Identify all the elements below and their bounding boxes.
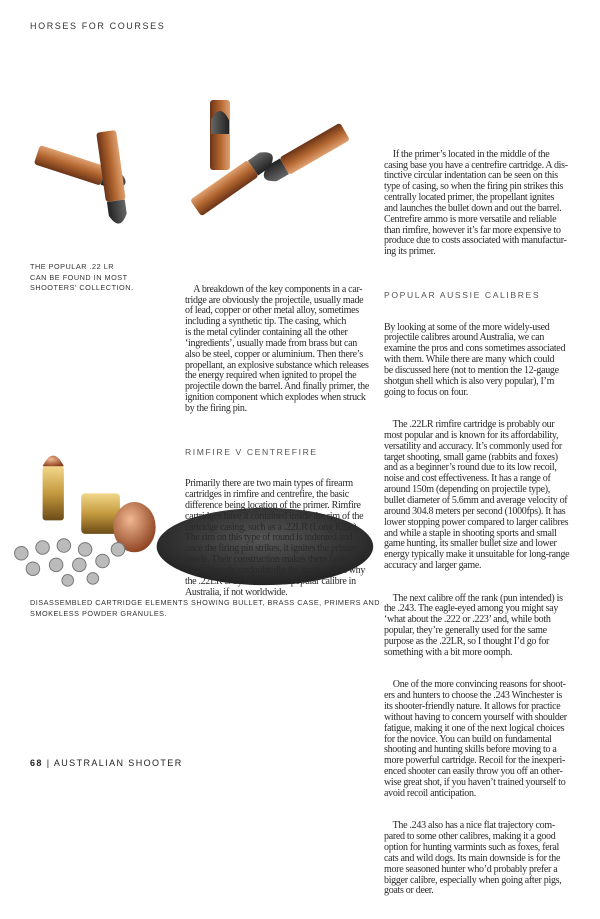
cartridge	[259, 123, 350, 187]
body-paragraph: The .22LR rimfire cartridge is probably our most popular and is known for its affordability, versatility and accuracy. It’s commonly used for target shooting, small game (rabbits and foxes) and as a beginner’s round due to its low recoil, noise and cost effectiveness. It has a range of around 150m (depending on projectile type), bullet diameter of 5.6mm and average velocity of around 304.8 meters per second (1000fps). It has lower stopping power compared to larger calibres and while a staple in shooting sports and small game hunting, its smaller bullet size and lower energy typically make it unsuitable for long-range accuracy and larger game.	[384, 419, 570, 572]
running-head: HORSES FOR COURSES	[30, 21, 166, 31]
subheading-popular-aussie-calibres: POPULAR AUSSIE CALIBRES	[384, 289, 541, 300]
photo-caption-top: THE POPULAR .22 LR CAN BE FOUND IN MOST SHOOTERS' COLLECTION.	[30, 262, 134, 292]
body-paragraph: The next calibre off the rank (pun intended) is the .243. The eagle-eyed among you might say ‘what about the .222 or .223’ and, while both popular, they’re generally used for the same purpose as the .22LR, so I thought I’d go for something with a bit more oomph.	[384, 592, 563, 658]
body-paragraph: Primarily there are two main types of firearm cartridges in rimfire and centrefire, the basic difference being location of the primer. Rimfire cartridges have it contained inside the rim of the cartridge casing, such as a .22LR (Long Rifle). The rim on this type of round is indented and once the firing pin strikes, it ignites the primer inside. Their construction makes them fairly cheap rounds, undoubtedly the main reason why the .22LR is by far the most popular calibre in Australia, if not worldwide.	[185, 478, 366, 598]
footer-separator: |	[46, 758, 51, 768]
right-column	[384, 128, 569, 919]
body-paragraph: By looking at some of the more widely-used projectile calibres around Australia, we can examine the pros and cons sometimes associated with them. While there are many which could be discussed here (not to mention the 12-gauge shotgun shell which is also very popular), I’m going to focus on four.	[384, 321, 566, 398]
middle-column	[185, 263, 369, 620]
magazine-name: AUSTRALIAN SHOOTER	[53, 758, 183, 768]
cartridge	[190, 147, 278, 217]
body-paragraph: A breakdown of the key components in a car- tridge are obviously the projectile, usually made of lead, copper or other metal alloy, sometimes including a synthetic tip. The casing, which is the metal cylinder containing all the other ‘ingredients’, usually made from brass but can also be steel, copper or aluminium. Then there’s propellant, an explosive substance which releases the energy required when ignited to propel the projectile down the barrel. And finally primer, the ignition component which explodes when struck by the firing pin.	[185, 283, 369, 414]
body-paragraph: The .243 also has a nice flat trajectory com- pared to some other calibres, making it a good option for hunting varmints such as foxes, feral cats and wild dogs. Its main downside is for the more seasoned hunter who’d probably prefer a bigger calibre, especially when going after pigs, goats or deer.	[384, 820, 562, 897]
photo-22lr-cartridges	[20, 60, 380, 250]
page-footer	[30, 758, 183, 768]
body-paragraph: If the primer’s located in the middle of the casing base you have a centrefire cartridge. A dis- tinctive circular indentation can be seen on this type of casing, so when the firing pin strikes this centrally located primer, the propellant ignites and launches the bullet down and out the barrel. Centrefire ammo is more versatile and reliable than rimfire, however it’s far more expensive to produce due to costs associated with manufactur- ing its primer.	[384, 148, 568, 258]
body-paragraph: One of the more convincing reasons for shoot- ers and hunters to choose the .243 Winchester is its shooter-friendly nature. It allows for practice without having to concern yourself with shoulder fatigue, making it one of the next logical choices for the novice. You can build on fundamental shooting and hunting skills before moving to a more powerful cartridge. Recoil for the inexperi- enced shooter can easily throw you off an other- wise great shot, if you haven’t trained yourself to avoid recoil anticipation.	[384, 679, 567, 799]
photo-caption-bottom: DISASSEMBLED CARTRIDGE ELEMENTS SHOWING BULLET, BRASS CASE, PRIMERS AND SMOKELESS POWDER GRANULES.	[30, 598, 381, 618]
cartridge	[210, 100, 230, 170]
subheading-rimfire-v-centrefire: RIMFIRE V CENTREFIRE	[185, 446, 318, 457]
page-number: 68	[30, 758, 43, 768]
